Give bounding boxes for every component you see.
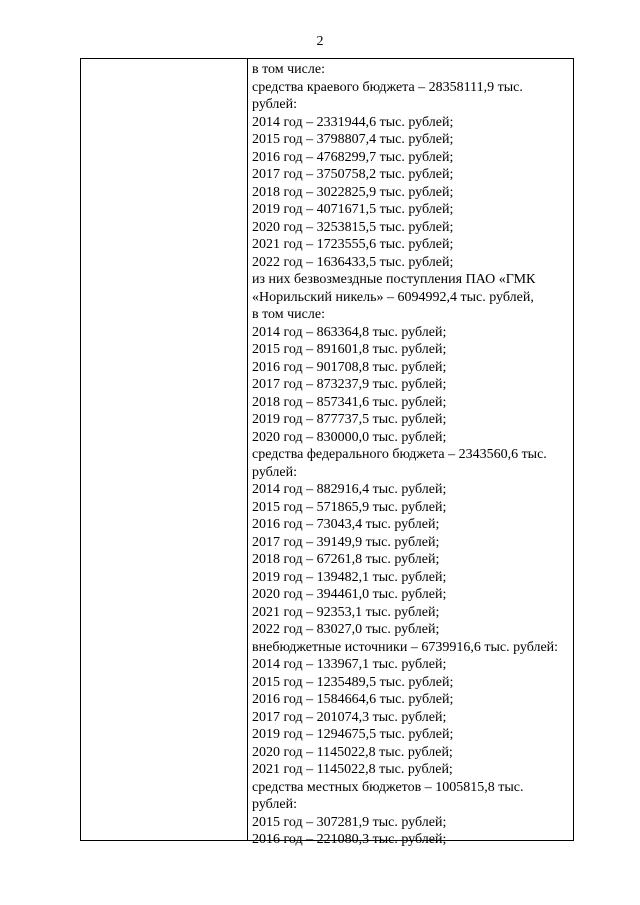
text-line: 2016 год – 1584664,6 тыс. рублей; <box>252 692 454 707</box>
text-line: средства федерального бюджета – 2343560,6 тыс. <box>252 447 547 462</box>
text-line: 2022 год – 83027,0 тыс. рублей; <box>252 622 440 637</box>
text-line: из них безвозмездные поступления ПАО «ГМК <box>252 272 536 287</box>
text-line: 2021 год – 1145022,8 тыс. рублей; <box>252 762 453 777</box>
page-number: 2 <box>316 34 324 49</box>
text-line: 2019 год – 877737,5 тыс. рублей; <box>252 412 447 427</box>
text-line: в том числе: <box>252 62 325 77</box>
text-line: 2015 год – 307281,9 тыс. рублей; <box>252 814 447 830</box>
text-line: 2015 год – 1235489,5 тыс. рублей; <box>252 674 454 690</box>
text-line: рублей: <box>252 464 297 480</box>
text-line: «Норильский никель» – 6094992,4 тыс. рублей, <box>252 289 534 305</box>
text-line: в том числе: <box>252 307 325 322</box>
table-right-cell <box>252 61 569 849</box>
financing-table <box>80 58 574 847</box>
text-line: 2018 год – 67261,8 тыс. рублей; <box>252 552 440 567</box>
text-line: 2014 год – 882916,4 тыс. рублей; <box>252 482 447 497</box>
text-line: 2020 год – 830000,0 тыс. рублей; <box>252 429 447 445</box>
table-left-cell <box>81 59 248 840</box>
text-line: 2016 год – 221080,3 тыс. рублей; <box>252 832 447 847</box>
text-line: 2016 год – 901708,8 тыс. рублей; <box>252 359 447 375</box>
text-line: 2022 год – 1636433,5 тыс. рублей; <box>252 254 454 270</box>
text-line: 2018 год – 3022825,9 тыс. рублей; <box>252 184 454 200</box>
text-line: 2017 год – 3750758,2 тыс. рублей; <box>252 167 454 182</box>
text-line: 2015 год – 891601,8 тыс. рублей; <box>252 342 447 357</box>
text-line: 2020 год – 1145022,8 тыс. рублей; <box>252 744 453 760</box>
text-line: 2018 год – 857341,6 тыс. рублей; <box>252 394 447 410</box>
text-line: 2021 год – 92353,1 тыс. рублей; <box>252 604 440 620</box>
text-line: средства краевого бюджета – 28358111,9 тыс. <box>252 79 523 95</box>
text-line: 2020 год – 3253815,5 тыс. рублей; <box>252 219 454 235</box>
text-line: 2017 год – 873237,9 тыс. рублей; <box>252 377 447 392</box>
text-line: 2019 год – 4071671,5 тыс. рублей; <box>252 202 454 217</box>
text-line: 2021 год – 1723555,6 тыс. рублей; <box>252 237 454 252</box>
text-line: 2014 год – 2331944,6 тыс. рублей; <box>252 114 454 130</box>
text-line: 2016 год – 4768299,7 тыс. рублей; <box>252 149 454 165</box>
text-line: 2017 год – 201074,3 тыс. рублей; <box>252 709 447 725</box>
text-line: рублей: <box>252 97 297 112</box>
text-line: 2019 год – 1294675,5 тыс. рублей; <box>252 727 454 742</box>
text-line: 2019 год – 139482,1 тыс. рублей; <box>252 569 447 585</box>
text-line: 2015 год – 3798807,4 тыс. рублей; <box>252 132 454 147</box>
text-line: средства местных бюджетов – 1005815,8 тыс. <box>252 779 524 795</box>
text-line: 2015 год – 571865,9 тыс. рублей; <box>252 499 447 515</box>
text-line: 2016 год – 73043,4 тыс. рублей; <box>252 517 440 532</box>
text-line: 2014 год – 133967,1 тыс. рублей; <box>252 657 447 672</box>
text-line: 2020 год – 394461,0 тыс. рублей; <box>252 587 447 602</box>
text-line: 2014 год – 863364,8 тыс. рублей; <box>252 324 447 340</box>
text-line: внебюджетные источники – 6739916,6 тыс. рублей: <box>252 639 559 655</box>
text-line: рублей: <box>252 797 297 812</box>
text-line: 2017 год – 39149,9 тыс. рублей; <box>252 534 440 550</box>
